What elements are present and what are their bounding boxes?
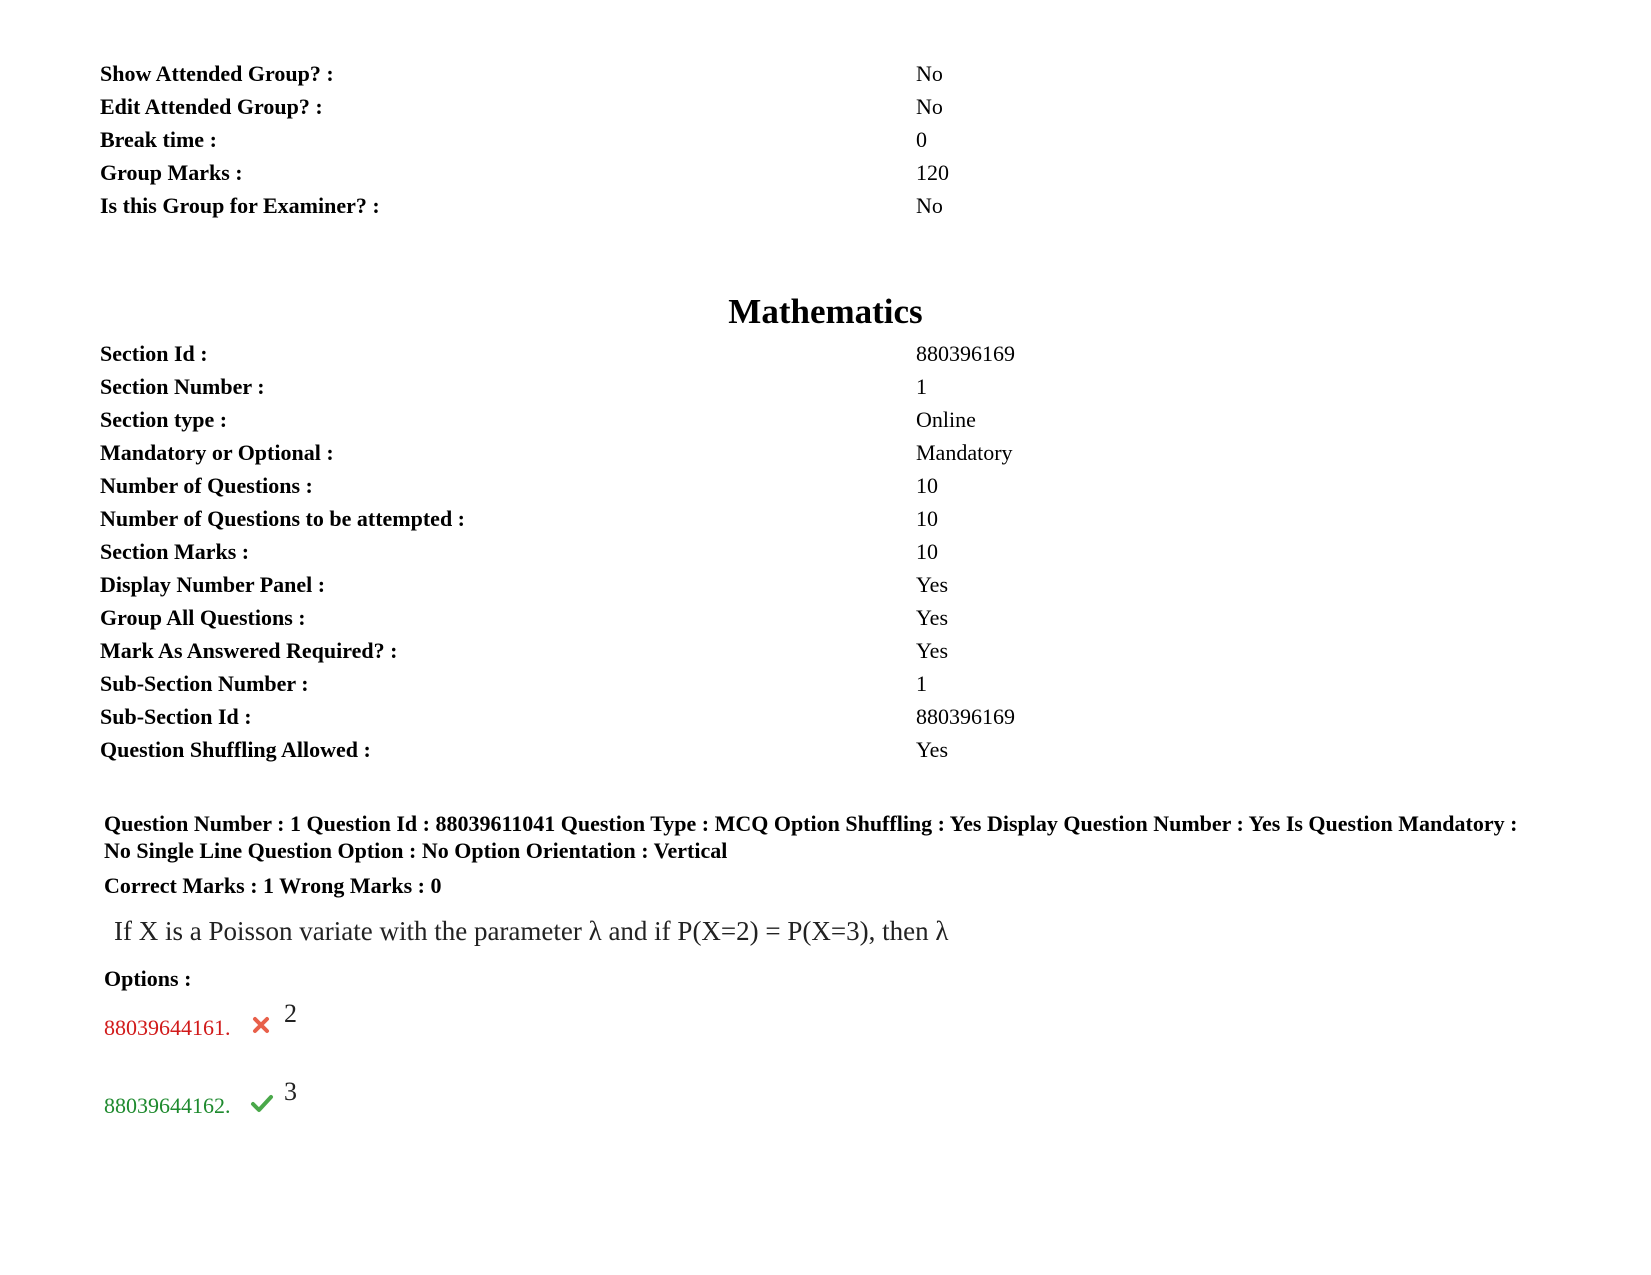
field-label: Mark As Answered Required? : bbox=[100, 638, 398, 663]
field-value: 880396169 bbox=[916, 341, 1015, 366]
section-info-row bbox=[100, 502, 1550, 535]
section-info-row bbox=[100, 403, 1550, 436]
field-value: No bbox=[916, 94, 943, 119]
field-value: 1 bbox=[916, 374, 927, 399]
field-value: 120 bbox=[916, 160, 949, 185]
question-marks: Correct Marks : 1 Wrong Marks : 0 bbox=[104, 873, 442, 898]
field-label: Display Number Panel : bbox=[100, 572, 326, 597]
field-value: 0 bbox=[916, 127, 927, 152]
option-id: 88039644161. bbox=[104, 1015, 231, 1040]
section-info-list bbox=[100, 337, 1550, 766]
field-label: Question Shuffling Allowed : bbox=[100, 737, 371, 762]
section-info-row bbox=[100, 370, 1550, 403]
options-label: Options : bbox=[104, 966, 192, 991]
field-value: 1 bbox=[916, 671, 927, 696]
question-meta: Question Number : 1 Question Id : 88039611041 Question Type : MCQ Option Shuffling : Yes Display Question Number : Yes Is Question Mandatory : No Single Line Question Option : No Option Orientation : Vertical bbox=[104, 811, 1518, 863]
field-value: Yes bbox=[916, 572, 949, 597]
section-title: Mathematics bbox=[728, 292, 923, 331]
field-value: Mandatory bbox=[916, 440, 1013, 465]
group-info-row bbox=[100, 156, 1550, 189]
field-label: Sub-Section Number : bbox=[100, 671, 309, 696]
field-label: Section Marks : bbox=[100, 539, 250, 564]
field-value: No bbox=[916, 193, 943, 218]
field-label: Sub-Section Id : bbox=[100, 704, 252, 729]
group-info-row bbox=[100, 189, 1550, 222]
section-info-row bbox=[100, 667, 1550, 700]
field-value: 10 bbox=[916, 473, 938, 498]
group-info-row bbox=[100, 123, 1550, 156]
field-value: Yes bbox=[916, 737, 949, 762]
group-info-row bbox=[100, 90, 1550, 123]
group-info-list bbox=[100, 57, 1550, 222]
option-text: 3 bbox=[284, 1077, 297, 1106]
section-info-row bbox=[100, 535, 1550, 568]
field-value: 10 bbox=[916, 539, 938, 564]
option-text: 2 bbox=[284, 999, 297, 1028]
field-label: Break time : bbox=[100, 127, 217, 152]
section-info-row bbox=[100, 733, 1550, 766]
group-info-row bbox=[100, 57, 1550, 90]
field-label: Group Marks : bbox=[100, 160, 243, 185]
section-info-row bbox=[100, 469, 1550, 502]
field-value: 880396169 bbox=[916, 704, 1015, 729]
section-info-row bbox=[100, 601, 1550, 634]
field-label: Section type : bbox=[100, 407, 228, 432]
question-text: If X is a Poisson variate with the parameter λ and if P(X=2) = P(X=3), then λ bbox=[114, 916, 949, 946]
cross-icon bbox=[250, 1015, 272, 1035]
field-label: Number of Questions : bbox=[100, 473, 313, 498]
field-label: Section Number : bbox=[100, 374, 265, 399]
check-icon bbox=[250, 1093, 272, 1113]
field-label: Is this Group for Examiner? : bbox=[100, 193, 380, 218]
section-info-row bbox=[100, 436, 1550, 469]
field-value: No bbox=[916, 61, 943, 86]
field-label: Number of Questions to be attempted : bbox=[100, 506, 466, 531]
field-label: Show Attended Group? : bbox=[100, 61, 334, 86]
field-label: Mandatory or Optional : bbox=[100, 440, 334, 465]
option-id: 88039644162. bbox=[104, 1093, 231, 1118]
field-value: 10 bbox=[916, 506, 938, 531]
section-info-row bbox=[100, 337, 1550, 370]
field-value: Yes bbox=[916, 638, 949, 663]
section-info-row bbox=[100, 568, 1550, 601]
field-label: Section Id : bbox=[100, 341, 208, 366]
field-value: Online bbox=[916, 407, 976, 432]
field-label: Group All Questions : bbox=[100, 605, 306, 630]
section-info-row bbox=[100, 634, 1550, 667]
field-value: Yes bbox=[916, 605, 949, 630]
section-info-row bbox=[100, 700, 1550, 733]
field-label: Edit Attended Group? : bbox=[100, 94, 323, 119]
